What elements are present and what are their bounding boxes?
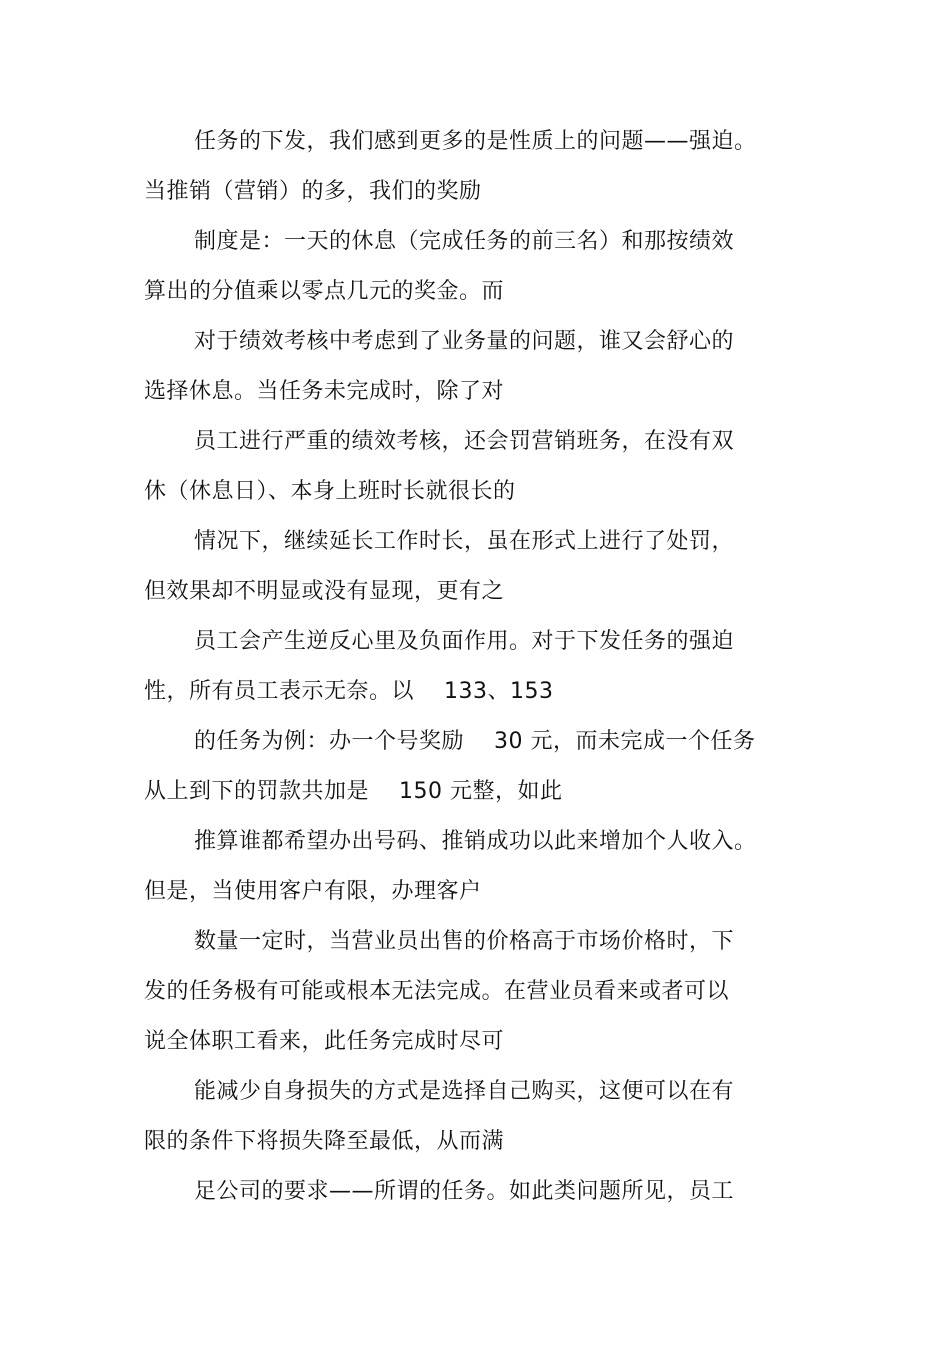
text-line: 员工进行严重的绩效考核，还会罚营销班务，在没有双 bbox=[194, 429, 735, 454]
text-line: 但效果却不明显或没有显现，更有之 bbox=[144, 579, 505, 604]
text-line: 从上到下的罚款共加是 150 元整，如此 bbox=[144, 779, 563, 804]
text-line: 对于绩效考核中考虑到了业务量的问题，谁又会舒心的 bbox=[194, 329, 735, 354]
text-line: 但是，当使用客户有限，办理客户 bbox=[144, 879, 482, 904]
text-line: 选择休息。当任务未完成时，除了对 bbox=[144, 379, 505, 404]
text-line: 足公司的要求——所谓的任务。如此类问题所见，员工 bbox=[194, 1179, 735, 1204]
text-line: 休（休息日）、本身上班时长就很长的 bbox=[144, 479, 516, 504]
text-line: 数量一定时，当营业员出售的价格高于市场价格时，下 bbox=[194, 929, 735, 954]
text-line: 性，所有员工表示无奈。以 133、153 bbox=[144, 679, 554, 704]
text-line: 能减少自身损失的方式是选择自己购买，这便可以在有 bbox=[194, 1079, 735, 1104]
text-line: 员工会产生逆反心里及负面作用。对于下发任务的强迫 bbox=[194, 629, 735, 654]
text-line: 任务的下发，我们感到更多的是性质上的问题——强迫。 bbox=[194, 129, 757, 154]
text-line: 限的条件下将损失降至最低，从而满 bbox=[144, 1129, 505, 1154]
text-line: 当推销（营销）的多，我们的奖励 bbox=[144, 179, 482, 204]
text-line: 的任务为例：办一个号奖励 30 元，而未完成一个任务 bbox=[194, 729, 756, 754]
text-line: 说全体职工看来，此任务完成时尽可 bbox=[144, 1029, 505, 1054]
text-line: 情况下，继续延长工作时长，虽在形式上进行了处罚， bbox=[194, 529, 735, 554]
text-line: 发的任务极有可能或根本无法完成。在营业员看来或者可以 bbox=[144, 979, 730, 1004]
text-line: 制度是：一天的休息（完成任务的前三名）和那按绩效 bbox=[194, 229, 735, 254]
text-line: 推算谁都希望办出号码、推销成功以此来增加个人收入。 bbox=[194, 829, 757, 854]
text-line: 算出的分值乘以零点几元的奖金。而 bbox=[144, 279, 505, 304]
